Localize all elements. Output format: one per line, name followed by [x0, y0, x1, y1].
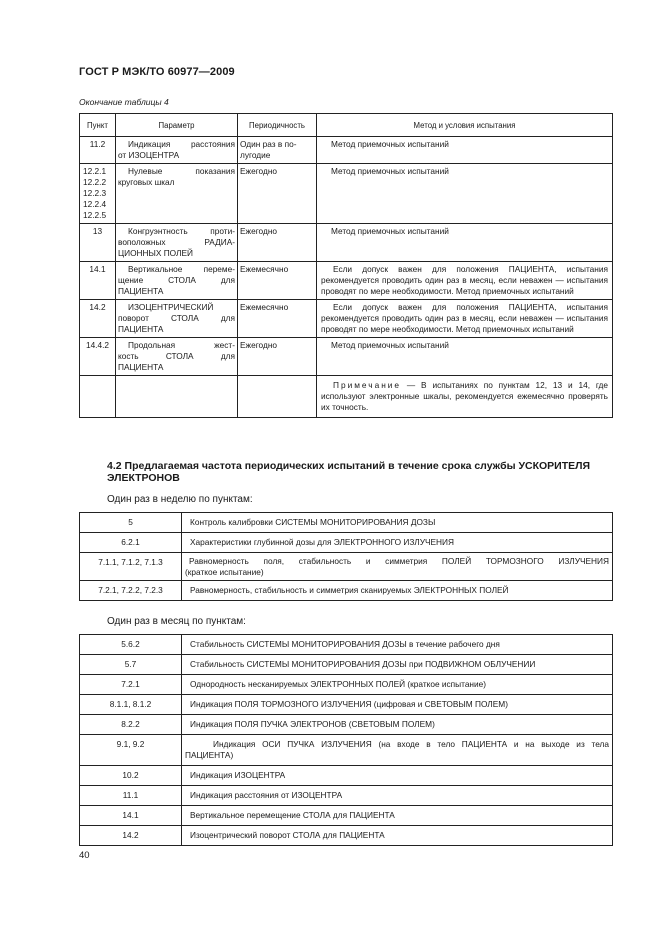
- method-text: Если допуск важен для положения ПАЦИЕНТА, испытания рекомендуется проводить один раз в месяц, если неважен — испытания проводят по мере необходимости. Метод приемочных испытаний: [321, 264, 608, 296]
- list-point: 5.7: [80, 655, 182, 675]
- list-description: Изоцентрический поворот СТОЛА для ПАЦИЕНТА: [182, 826, 613, 846]
- list-row: [80, 655, 613, 675]
- list-row: [80, 766, 613, 786]
- list-description: Индикация ПОЛЯ ТОРМОЗНОГО ИЗЛУЧЕНИЯ (цифровая и СВЕТОВЫМ ПОЛЕМ): [182, 695, 613, 715]
- list-point: 8.1.1, 8.1.2: [80, 695, 182, 715]
- row-periodicity: Ежегодно: [238, 224, 317, 262]
- table-row: [80, 262, 613, 300]
- list-description: [182, 735, 613, 766]
- row-parameter: [116, 338, 238, 376]
- table-row: [80, 164, 613, 224]
- list-row: [80, 786, 613, 806]
- parameter-line: ИЗОЦЕНТРИЧЕСКИЙ: [128, 302, 214, 312]
- list-description: Индикация ИЗОЦЕНТРА: [182, 766, 613, 786]
- list-description: Однородность несканируемых ЭЛЕКТРОННЫХ ПОЛЕЙ (краткое испытание): [182, 675, 613, 695]
- list-point: 5: [80, 513, 182, 533]
- row-periodicity: Ежемесячно: [238, 262, 317, 300]
- note-text-wrap: [321, 380, 608, 413]
- col-header-periodicity: Периодичность: [238, 114, 317, 137]
- description-line: ПАЦИЕНТА): [185, 750, 234, 760]
- list-description: Стабильность СИСТЕМЫ МОНИТОРИРОВАНИЯ ДОЗЫ в течение рабочего дня: [182, 635, 613, 655]
- row-periodicity: Один раз в по-лугодие: [238, 137, 317, 164]
- parameter-line: Нулевые показания: [128, 166, 235, 176]
- table-caption: Окончание таблицы 4: [79, 97, 169, 107]
- list-row: [80, 635, 613, 655]
- list-row: [80, 513, 613, 533]
- row-method: [317, 338, 613, 376]
- list-description: Контроль калибровки СИСТЕМЫ МОНИТОРИРОВАНИЯ ДОЗЫ: [182, 513, 613, 533]
- list-point: 11.1: [80, 786, 182, 806]
- row-parameter: [116, 300, 238, 338]
- weekly-label: Один раз в неделю по пунктам:: [107, 494, 253, 505]
- table-note-row: [80, 376, 613, 418]
- note-empty-cell: [80, 376, 116, 418]
- description-line: Равномерность поля, стабильность и симметрия ПОЛЕЙ ТОРМОЗНОГО ИЗЛУЧЕНИЯ: [189, 556, 609, 566]
- parameter-line: кость СТОЛА для: [118, 351, 235, 361]
- list-row: [80, 715, 613, 735]
- parameter-line: ПАЦИЕНТА: [118, 324, 164, 334]
- row-point: 14.1: [80, 262, 116, 300]
- list-row: [80, 735, 613, 766]
- row-point: 14.2: [80, 300, 116, 338]
- row-point: 13: [80, 224, 116, 262]
- table-note: [317, 376, 613, 418]
- parameter-line: круговых шкал: [118, 177, 175, 187]
- list-row: [80, 581, 613, 601]
- parameter-line: щение СТОЛА для: [118, 275, 235, 285]
- list-row: [80, 826, 613, 846]
- row-point: 14.4.2: [80, 338, 116, 376]
- method-text: Если допуск важен для положения ПАЦИЕНТА, испытания рекомендуется проводить один раз в месяц, если неважен — испытания проводят по мере необходимости. Метод приемочных испытаний: [321, 302, 608, 334]
- list-description: Стабильность СИСТЕМЫ МОНИТОРИРОВАНИЯ ДОЗЫ при ПОДВИЖНОМ ОБЛУЧЕНИИ: [182, 655, 613, 675]
- note-label: Примечание: [333, 380, 402, 390]
- weekly-table: [79, 512, 613, 601]
- table-4: [79, 113, 613, 418]
- col-header-point: Пункт: [80, 114, 116, 137]
- list-description: Индикация ПОЛЯ ПУЧКА ЭЛЕКТРОНОВ (СВЕТОВЫМ ПОЛЕМ): [182, 715, 613, 735]
- list-description: Индикация расстояния от ИЗОЦЕНТРА: [182, 786, 613, 806]
- list-point: 9.1, 9.2: [80, 735, 182, 766]
- parameter-line: Вертикальное переме-: [128, 264, 235, 274]
- monthly-label: Один раз в месяц по пунктам:: [107, 616, 246, 627]
- row-periodicity: Ежемесячно: [238, 300, 317, 338]
- row-parameter: [116, 224, 238, 262]
- list-point: 10.2: [80, 766, 182, 786]
- list-row: [80, 806, 613, 826]
- table-row: [80, 300, 613, 338]
- list-description: Равномерность, стабильность и симметрия сканируемых ЭЛЕКТРОННЫХ ПОЛЕЙ: [182, 581, 613, 601]
- row-point: 11.2: [80, 137, 116, 164]
- note-empty-cell: [116, 376, 238, 418]
- list-point: 7.1.1, 7.1.2, 7.1.3: [80, 553, 182, 581]
- page-number: 40: [79, 850, 90, 861]
- row-parameter: [116, 137, 238, 164]
- note-empty-cell: [238, 376, 317, 418]
- list-row: [80, 695, 613, 715]
- section-title: [107, 460, 607, 484]
- parameter-line: Конгруэнтность проти-: [128, 226, 235, 236]
- list-point: 5.6.2: [80, 635, 182, 655]
- parameter-line: от ИЗОЦЕНТРА: [118, 150, 180, 160]
- row-periodicity: Ежегодно: [238, 338, 317, 376]
- row-method: [317, 262, 613, 300]
- row-point: 12.2.1 12.2.2 12.2.3 12.2.4 12.2.5: [80, 164, 116, 224]
- parameter-line: Индикация расстояния: [128, 139, 235, 149]
- row-method: [317, 164, 613, 224]
- description-line: Индикация ОСИ ПУЧКА ИЗЛУЧЕНИЯ (на входе в тело ПАЦИЕНТА и на выходе из тела: [213, 739, 609, 749]
- parameter-line: поворот СТОЛА для: [118, 313, 235, 323]
- parameter-line: воположных РАДИА-: [118, 237, 235, 247]
- list-point: 8.2.2: [80, 715, 182, 735]
- list-point: 14.1: [80, 806, 182, 826]
- list-point: 6.2.1: [80, 533, 182, 553]
- parameter-line: ПАЦИЕНТА: [118, 362, 164, 372]
- row-method: [317, 224, 613, 262]
- description-line: (краткое испытание): [185, 567, 264, 577]
- table-row: [80, 137, 613, 164]
- section-number: 4.2: [107, 460, 122, 472]
- section-title-text: Предлагаемая частота периодических испытаний в течение срока службы УСКОРИТЕЛЯ ЭЛЕКТРОНОВ: [107, 460, 591, 484]
- table-4-body: [80, 137, 613, 418]
- parameter-line: ЦИОННЫХ ПОЛЕЙ: [118, 248, 193, 258]
- list-row: [80, 675, 613, 695]
- note-text: — В испытаниях по пунктам 12, 13 и 14, где используют электронные шкалы, рекомендуется ежемесячно проверять их точность.: [321, 380, 608, 412]
- table-row: [80, 224, 613, 262]
- method-text: Метод приемочных испытаний: [331, 139, 449, 149]
- table-header-row: [80, 114, 613, 137]
- row-method: [317, 300, 613, 338]
- parameter-line: ПАЦИЕНТА: [118, 286, 164, 296]
- table-row: [80, 338, 613, 376]
- method-text: Метод приемочных испытаний: [331, 226, 449, 236]
- monthly-table: [79, 634, 613, 846]
- row-method: [317, 137, 613, 164]
- col-header-parameter: Параметр: [116, 114, 238, 137]
- list-description: Вертикальное перемещение СТОЛА для ПАЦИЕНТА: [182, 806, 613, 826]
- row-periodicity: Ежегодно: [238, 164, 317, 224]
- document-header: ГОСТ Р МЭК/ТО 60977—2009: [79, 66, 235, 78]
- list-row: [80, 553, 613, 581]
- method-text: Метод приемочных испытаний: [331, 166, 449, 176]
- list-point: 7.2.1, 7.2.2, 7.2.3: [80, 581, 182, 601]
- col-header-method: Метод и условия испытания: [317, 114, 613, 137]
- row-parameter: [116, 262, 238, 300]
- list-description: [182, 553, 613, 581]
- list-point: 14.2: [80, 826, 182, 846]
- list-point: 7.2.1: [80, 675, 182, 695]
- row-parameter: [116, 164, 238, 224]
- list-row: [80, 533, 613, 553]
- list-description: Характеристики глубинной дозы для ЭЛЕКТРОННОГО ИЗЛУЧЕНИЯ: [182, 533, 613, 553]
- method-text: Метод приемочных испытаний: [331, 340, 449, 350]
- parameter-line: Продольная жест-: [128, 340, 235, 350]
